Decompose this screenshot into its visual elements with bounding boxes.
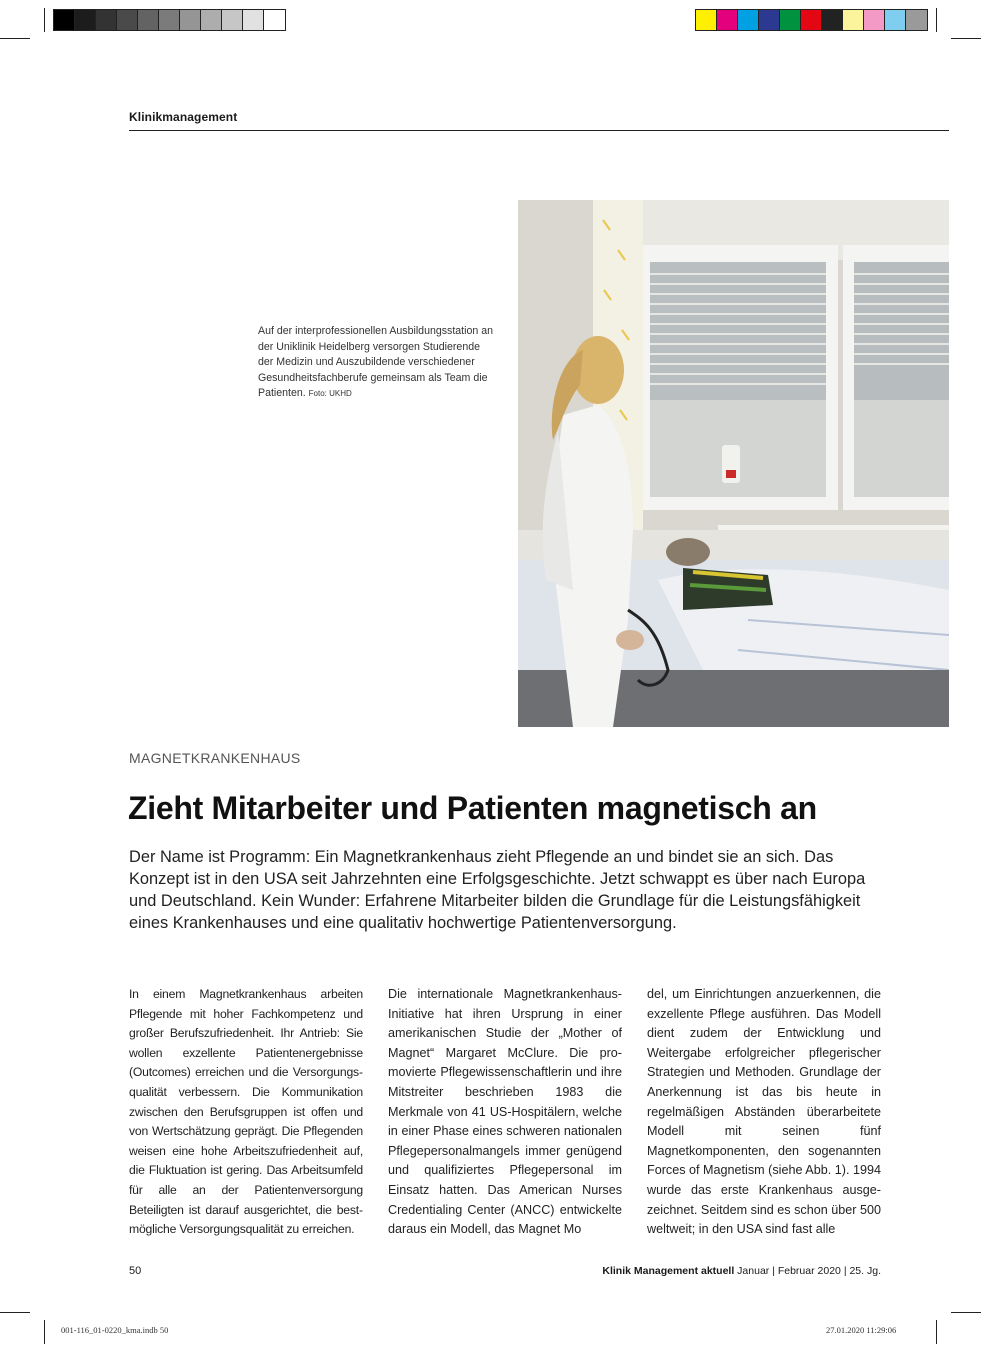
crop-mark — [0, 38, 30, 39]
body-column-3 — [647, 985, 881, 1240]
body-text: del, um Einrichtungen anzuerkennen, die exzellente Pflege ausführen. Das Modell dient zudem der Entwicklung und Weitergabe erfolgreicher pflegerischer Strategien und Methoden. Grundlage der Anerkennung ist das bis heute in regelmäßigen Abständen überarbeitete Modell mit seinen fünf Magnetkomponenten, den sogenannten Forces of Magnetism (siehe Abb. 1). 1994 wurde das erste Krankenhaus ausgezeichnet. Seitdem sind es schon über 500 weltweit; in den USA sind fast alle — [647, 987, 881, 1237]
color-swatch — [159, 10, 180, 30]
issue-date: Januar | Februar 2020 — [737, 1265, 841, 1277]
color-swatch — [738, 10, 759, 30]
crop-mark — [936, 8, 937, 32]
color-swatch — [822, 10, 843, 30]
photo-illustration — [518, 200, 949, 727]
crop-mark — [44, 1320, 45, 1344]
body-column-2 — [388, 985, 622, 1240]
body-text: In einem Magnetkrankenhaus arbeiten Pflegende mit hoher Fachkompetenz und großer Berufszufriedenheit. Ihr Antrieb: Sie wollen exzellente Patientenergebnisse (Outcomes) erreichen und die Versorgungsqualität verbessern. Die Kommunikation zwischen den Berufsgruppen ist offen und von Wertschätzung geprägt. Die Pflegenden weisen eine hohe Arbeitszufriedenheit auf, die Fluktuation ist gering. Das Arbeitsumfeld für alle an der Patientenversorgung Beteiligten ist darauf ausgerichtet, die bestmögliche Versorgungsqualität zu erreichen. — [129, 987, 363, 1237]
color-swatch — [885, 10, 906, 30]
caption-text: Auf der interprofessionellen Ausbildungsstation an der Uniklinik Heidelberg versorgen Studierende der Medizin und Auszubildende verschiedener Gesundheitsfachberufe gemeinsam als Team die Patienten. — [258, 325, 493, 399]
article-headline: Zieht Mitarbeiter und Patienten magnetisch an — [128, 790, 817, 826]
photo-caption — [258, 324, 498, 402]
section-rule — [129, 130, 949, 131]
crop-mark — [936, 1320, 937, 1344]
crop-mark — [951, 1312, 981, 1313]
crop-mark — [44, 8, 45, 32]
color-swatch — [138, 10, 159, 30]
color-swatch — [906, 10, 927, 30]
color-swatch — [780, 10, 801, 30]
color-swatch — [243, 10, 264, 30]
color-swatch — [75, 10, 96, 30]
footer-separator: | — [843, 1265, 847, 1277]
photo-credit: Foto: UKHD — [308, 389, 352, 398]
print-slug-file: 001-116_01-0220_kma.indb 50 — [61, 1325, 169, 1335]
color-swatch — [201, 10, 222, 30]
body-column-1 — [129, 985, 363, 1240]
publication-footer — [602, 1265, 881, 1277]
crop-mark — [0, 1312, 30, 1313]
color-swatch — [222, 10, 243, 30]
color-swatch — [180, 10, 201, 30]
crop-mark — [951, 38, 981, 39]
color-swatch — [264, 10, 285, 30]
color-swatch — [843, 10, 864, 30]
print-slug-timestamp: 27.01.2020 11:29:06 — [826, 1325, 897, 1335]
article-kicker: MAGNETKRANKENHAUS — [129, 750, 301, 766]
gray-swatch-strip — [53, 9, 286, 31]
color-swatch — [117, 10, 138, 30]
color-swatch — [696, 10, 717, 30]
publication-name: Klinik Management aktuell — [602, 1265, 735, 1277]
color-swatch — [54, 10, 75, 30]
color-swatch — [717, 10, 738, 30]
article-lead: Der Name ist Programm: Ein Magnetkrankenhaus zieht Pflegende an und bindet sie an sich. Das Konzept ist in den USA seit Jahrzehnten eine Erfolgsgeschichte. Jetzt schwappt es über nach Europa und Deutschland. Kein Wunder: Erfahrene Mitarbeiter bilden die Grundlage für die Leistungsfähigkeit eines Krankenhauses und eine qualitativ hochwertige Patientenversorgung. — [129, 848, 866, 932]
page-number: 50 — [129, 1265, 142, 1277]
color-swatch — [759, 10, 780, 30]
color-swatch — [864, 10, 885, 30]
article-photo — [518, 200, 949, 727]
body-text: Die internationale Magnetkrankenhaus-Initiative hat ihren Ursprung in einer amerikanischen Studie der „Mother of Magnet“ Margaret McClure. Die promovierte Pflegewissenschaftlerin und ihre Mitstreiter beschrieben 1983 die Merkmale von 41 US-Hospitälern, welche in einer Phase eines schweren nationalen Pflegepersonalmangels immer genügend und qualifiziertes Pflegepersonal im Einsatz hatten. Das American Nurses Credentialing Center (ANCC) entwickelte daraus ein Modell, das Magnet Mo — [388, 987, 622, 1237]
color-swatch — [801, 10, 822, 30]
color-swatch — [96, 10, 117, 30]
volume: 25. Jg. — [849, 1265, 881, 1277]
section-label: Klinikmanagement — [129, 110, 238, 124]
color-swatch-strip — [695, 9, 928, 31]
